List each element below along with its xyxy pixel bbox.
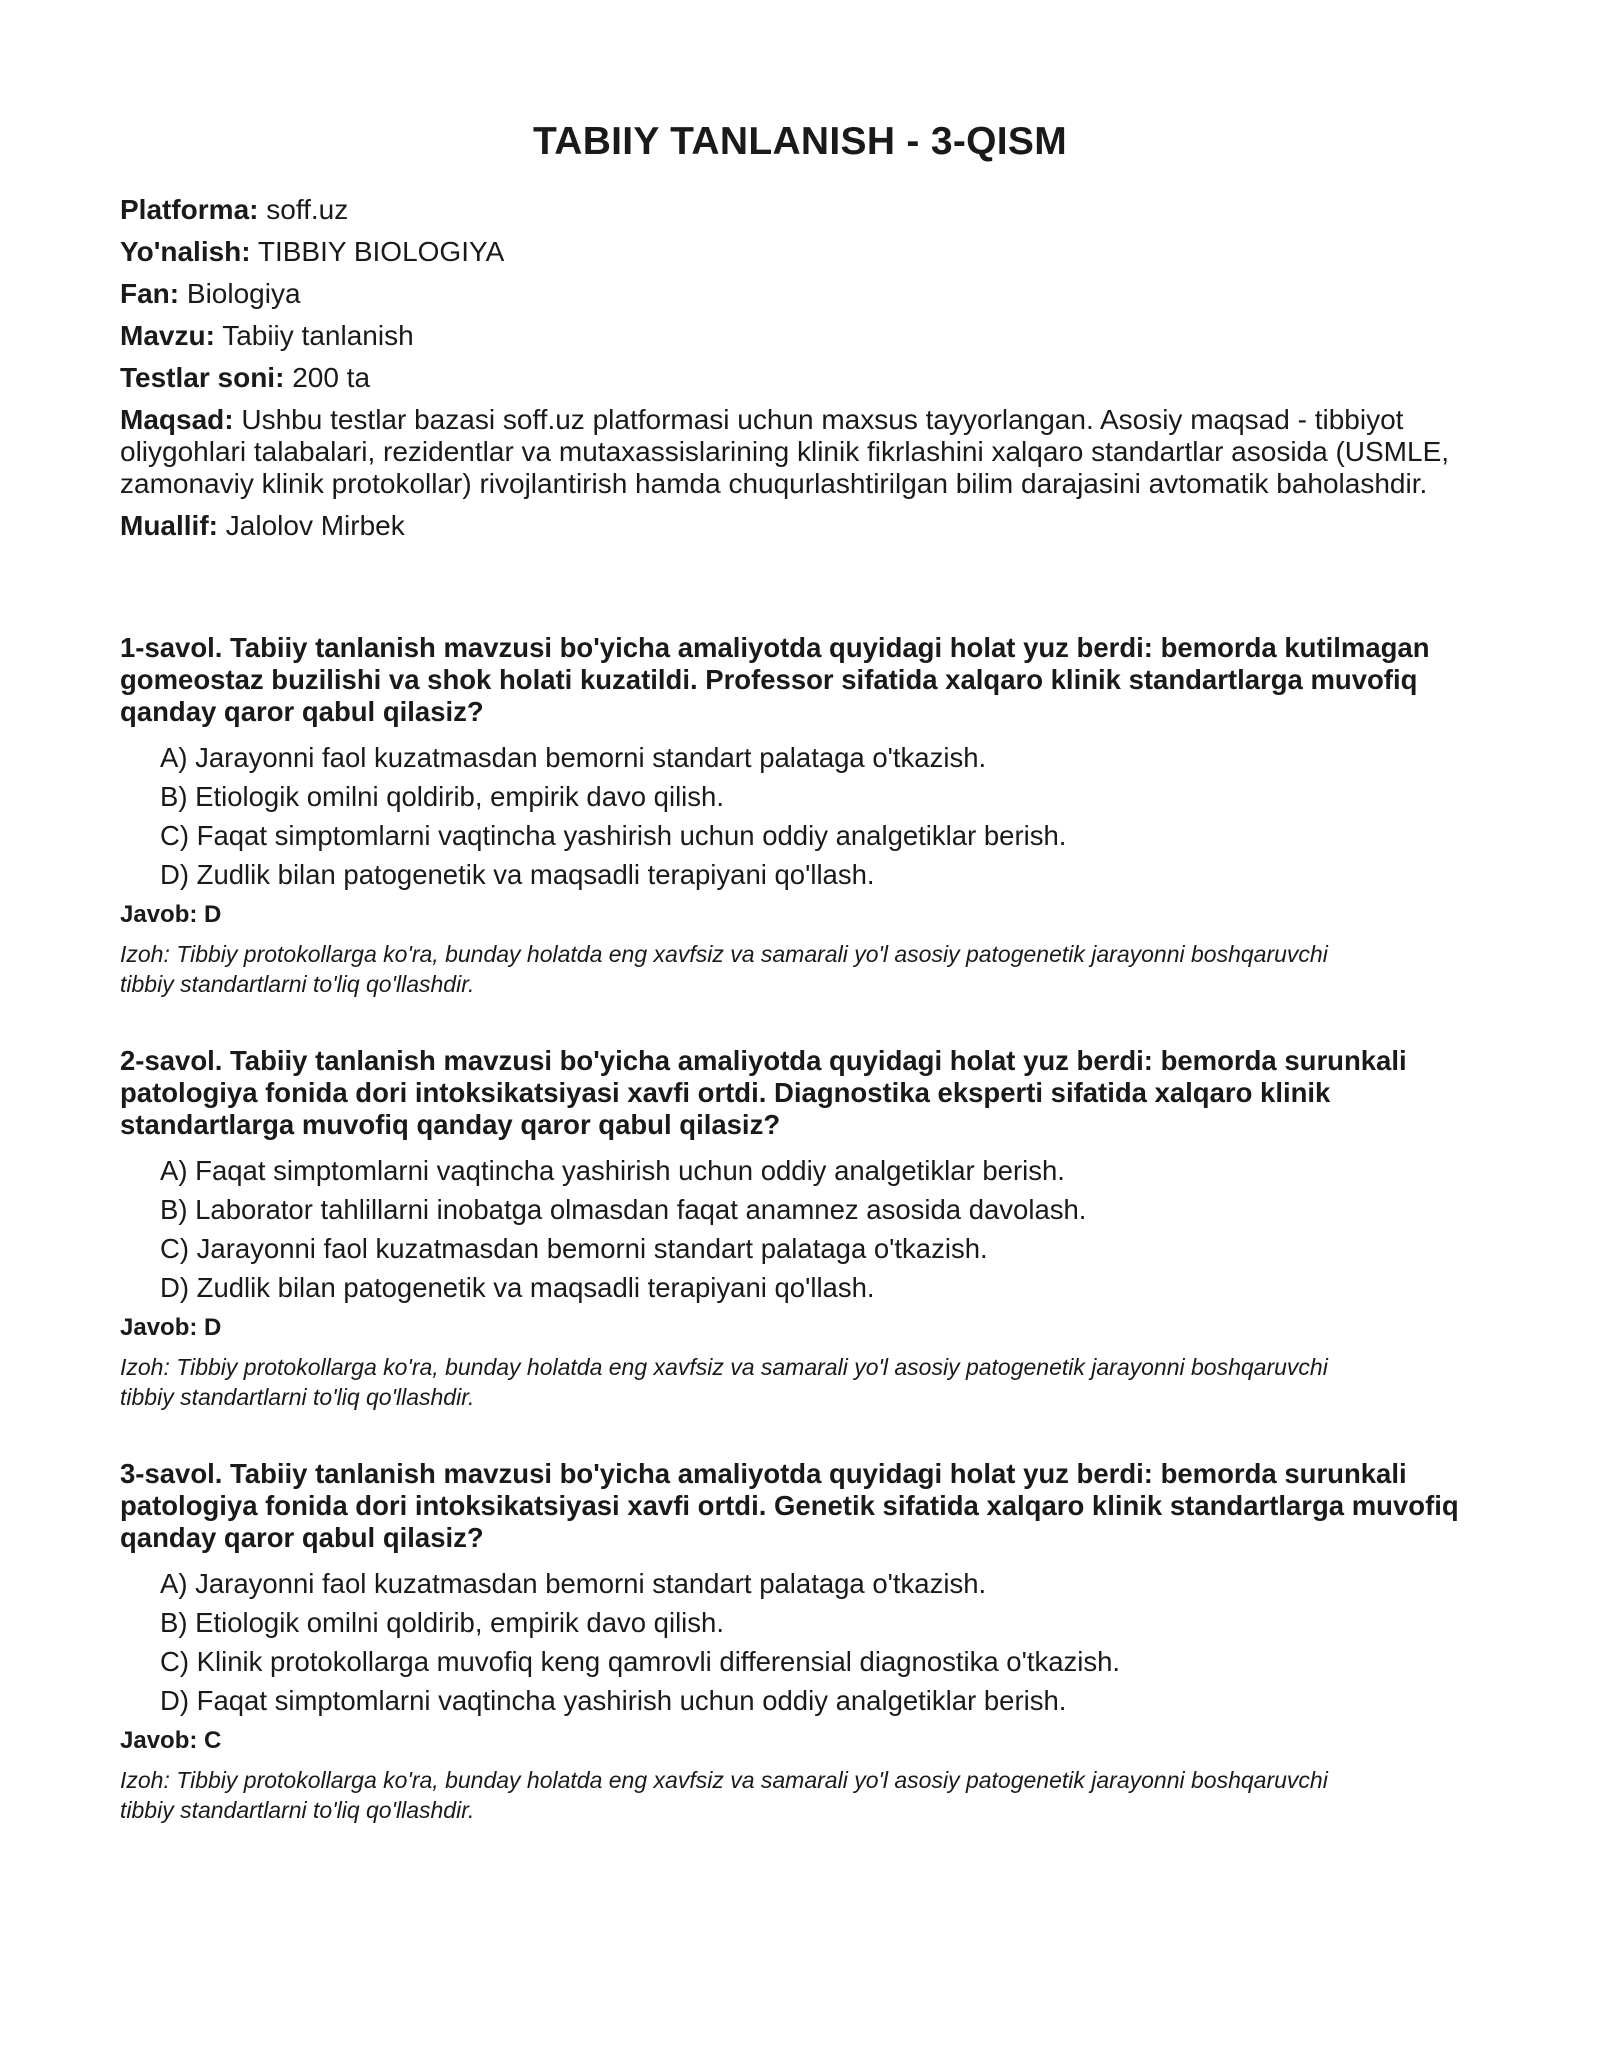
question-text: 2-savol. Tabiiy tanlanish mavzusi bo'yicha amaliyotda quyidagi holat yuz berdi: bemorda surunkali patologiya fonida dori intoksikatsiyasi xavfi ortdi. Diagnostika eksperti sifatida xalqaro klinik standartlarga muvofiq qanday qaror qabul qilasiz? — [120, 1045, 1407, 1140]
meta-direction — [120, 236, 1460, 268]
answer-explanation: Izoh: Tibbiy protokollarga ko'ra, bunday holatda eng xavfsiz va samarali yo'l asosiy patogenetik jarayonni boshqaruvchi tibbiy standartlarni to'liq qo'llashdir. — [120, 941, 1328, 997]
document-page — [120, 120, 1480, 1825]
meta-subject — [120, 278, 1460, 310]
meta-topic — [120, 320, 1460, 352]
meta-value: 200 ta — [292, 362, 371, 393]
meta-value: soff.uz — [266, 194, 349, 225]
correct-answer: Javob: D — [120, 901, 222, 928]
answer-option-b: B) Etiologik omilni qoldirib, empirik davo qilish. — [160, 781, 724, 812]
meta-value: Jalolov Mirbek — [225, 510, 405, 541]
answer-explanation: Izoh: Tibbiy protokollarga ko'ra, bunday holatda eng xavfsiz va samarali yo'l asosiy patogenetik jarayonni boshqaruvchi tibbiy standartlarni to'liq qo'llashdir. — [120, 1767, 1328, 1823]
correct-answer: Javob: C — [120, 1727, 222, 1754]
question-block-3 — [120, 1458, 1480, 1825]
answer-option-d: D) Faqat simptomlarni vaqtincha yashirish uchun oddiy analgetiklar berish. — [160, 1685, 1067, 1716]
meta-value: Tabiiy tanlanish — [222, 320, 414, 351]
document-title: TABIIY TANLANISH - 3-QISM — [533, 120, 1067, 163]
document-meta — [120, 194, 1460, 542]
answer-option-c: C) Faqat simptomlarni vaqtincha yashirish uchun oddiy analgetiklar berish. — [160, 820, 1067, 851]
meta-author — [120, 510, 1460, 542]
meta-test-count — [120, 362, 1460, 394]
meta-label: Fan: — [120, 278, 180, 309]
meta-value: Ushbu testlar bazasi soff.uz platformasi uchun maxsus tayyorlangan. Asosiy maqsad - tibbiyot oliygohlari talabalari, rezidentlar va mutaxassislarining klinik fikrlashini xalqaro standartlar asosida (USMLE, zamonaviy klinik protokollar) rivojlantirish hamda chuqurlashtirilgan bilim darajasini avtomatik baholashdir. — [120, 404, 1450, 499]
question-text: 3-savol. Tabiiy tanlanish mavzusi bo'yicha amaliyotda quyidagi holat yuz berdi: bemorda surunkali patologiya fonida dori intoksikatsiyasi xavfi ortdi. Genetik sifatida xalqaro klinik standartlarga muvofiq qanday qaror qabul qilasiz? — [120, 1458, 1459, 1553]
meta-value: Biologiya — [186, 278, 301, 309]
answer-option-a: A) Faqat simptomlarni vaqtincha yashirish uchun oddiy analgetiklar berish. — [160, 1155, 1065, 1186]
question-block-1 — [120, 632, 1480, 999]
meta-label: Testlar soni: — [120, 362, 285, 393]
answer-explanation: Izoh: Tibbiy protokollarga ko'ra, bunday holatda eng xavfsiz va samarali yo'l asosiy patogenetik jarayonni boshqaruvchi tibbiy standartlarni to'liq qo'llashdir. — [120, 1354, 1328, 1410]
meta-label: Mavzu: — [120, 320, 215, 351]
meta-label: Maqsad: — [120, 404, 234, 435]
meta-label: Muallif: — [120, 510, 218, 541]
answer-option-c: C) Klinik protokollarga muvofiq keng qamrovli differensial diagnostika o'tkazish. — [160, 1646, 1121, 1677]
question-text: 1-savol. Tabiiy tanlanish mavzusi bo'yicha amaliyotda quyidagi holat yuz berdi: bemorda kutilmagan gomeostaz buzilishi va shok holati kuzatildi. Professor sifatida xalqaro klinik standartlarga muvofiq qanday qaror qabul qilasiz? — [120, 632, 1430, 727]
answer-option-d: D) Zudlik bilan patogenetik va maqsadli terapiyani qo'llash. — [160, 1272, 875, 1303]
meta-label: Platforma: — [120, 194, 259, 225]
answer-option-a: A) Jarayonni faol kuzatmasdan bemorni standart palataga o'tkazish. — [160, 1568, 987, 1599]
answer-option-b: B) Etiologik omilni qoldirib, empirik davo qilish. — [160, 1607, 724, 1638]
correct-answer: Javob: D — [120, 1314, 222, 1341]
meta-platform — [120, 194, 1460, 226]
meta-value: TIBBIY BIOLOGIYA — [257, 236, 505, 267]
answer-option-b: B) Laborator tahlillarni inobatga olmasdan faqat anamnez asosida davolash. — [160, 1194, 1087, 1225]
meta-purpose — [120, 404, 1460, 500]
meta-label: Yo'nalish: — [120, 236, 251, 267]
answer-option-c: C) Jarayonni faol kuzatmasdan bemorni standart palataga o'tkazish. — [160, 1233, 988, 1264]
answer-option-d: D) Zudlik bilan patogenetik va maqsadli terapiyani qo'llash. — [160, 859, 875, 890]
answer-option-a: A) Jarayonni faol kuzatmasdan bemorni standart palataga o'tkazish. — [160, 742, 987, 773]
question-block-2 — [120, 1045, 1480, 1412]
